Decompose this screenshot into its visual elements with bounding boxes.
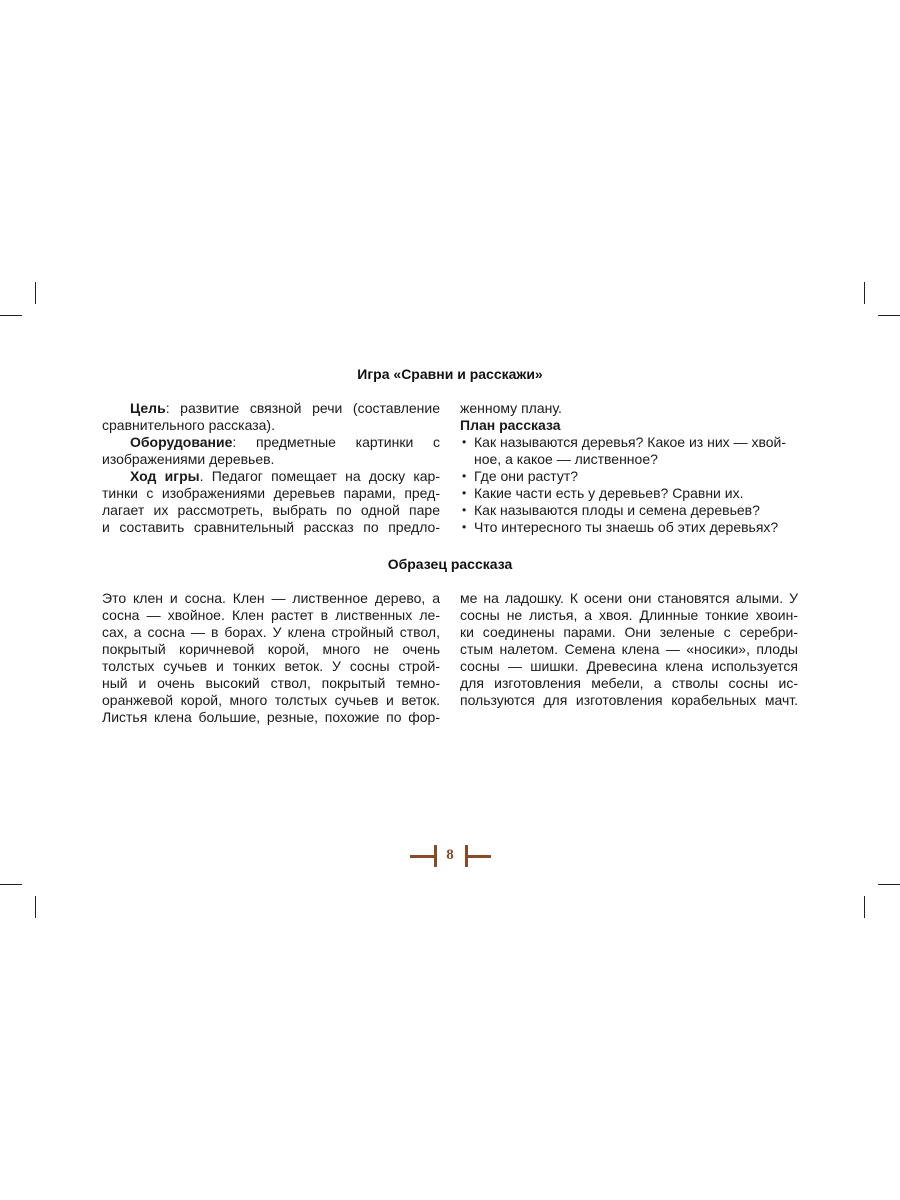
crop-mark-bottom-right-vertical <box>864 896 865 918</box>
course-text-line: тинки с изображениями деревьев парами, пред- <box>102 485 440 501</box>
page-number-left-rule <box>410 855 436 858</box>
page-number-ornament <box>0 840 900 870</box>
plan-item: • Как называются деревья? Какое из них — хвой- ное, а какое — лиственное? <box>460 434 800 468</box>
course-text-line: лагает их рассмотреть, выбрать по одной паре <box>102 502 440 518</box>
goal-text: : развитие связной речи (составление <box>165 400 440 416</box>
crop-mark-top-left-horizontal <box>0 315 22 316</box>
crop-mark-top-left-vertical <box>35 282 36 304</box>
equipment-paragraph-line <box>102 434 440 451</box>
sample-line: толстых сучьев и тонких веток. У сосны строй- <box>102 658 440 674</box>
page-number: 8 <box>446 847 454 863</box>
sample-title: Образец рассказа <box>387 556 513 572</box>
plan-item: • Где они растут? <box>460 468 800 485</box>
intro-right-column <box>460 400 800 536</box>
sample-line: пользуются для изготовления корабельных мачт. <box>460 692 798 708</box>
course-text: . Педагог помещает на доску кар- <box>199 468 440 484</box>
crop-mark-bottom-right-horizontal <box>878 884 900 885</box>
course-label: Ход игры <box>130 468 200 484</box>
page-number-right-rule <box>465 855 491 858</box>
course-paragraph-line <box>102 468 440 485</box>
equipment-text: : предметные картинки с <box>232 434 440 450</box>
course-text-line: и составить сравнительный рассказ по предло- <box>102 519 440 535</box>
crop-mark-bottom-left-vertical <box>35 896 36 918</box>
goal-paragraph-line <box>102 400 440 417</box>
sample-line: стым налетом. Семена клена — «носики», плоды <box>460 641 798 657</box>
equipment-label: Оборудование <box>130 434 233 450</box>
plan-item: • Как называются плоды и семена деревьев? <box>460 502 800 519</box>
sample-line: оранжевой корой, много толстых сучьев и веток. <box>102 692 440 708</box>
goal-text-line2: сравнительного рассказа). <box>102 417 275 433</box>
crop-mark-bottom-left-horizontal <box>0 884 22 885</box>
plan-list <box>460 434 800 536</box>
plan-title: План рассказа <box>460 417 561 433</box>
sample-line: Листья клена большие, резные, похожие по фор- <box>102 709 440 725</box>
sample-line: ный и очень высокий ствол, покрытый темно- <box>102 675 440 691</box>
sample-line: ки соединены парами. Они зеленые с серебри- <box>460 624 798 640</box>
sample-line: для изготовления мебели, а стволы сосны ис- <box>460 675 798 691</box>
game-title: Игра «Сравни и расскажи» <box>357 366 543 382</box>
sample-line: покрытый коричневой корой, много не очень <box>102 641 440 657</box>
crop-mark-top-right-vertical <box>864 282 865 304</box>
sample-line: сах, а сосна — в борах. У клена стройный ствол, <box>102 624 440 640</box>
equipment-text-line2: изображениями деревьев. <box>102 451 275 467</box>
plan-item: • Что интересного ты знаешь об этих деревьях? <box>460 519 800 536</box>
intro-left-column <box>102 400 440 536</box>
plan-item: • Какие части есть у деревьев? Сравни их. <box>460 485 800 502</box>
goal-label: Цель <box>130 400 166 416</box>
page-number-left-tick <box>434 845 437 867</box>
sample-line: Это клен и сосна. Клен — лиственное дерево, а <box>102 590 440 606</box>
crop-mark-top-right-horizontal <box>878 315 900 316</box>
course-continuation: женному плану. <box>460 400 562 416</box>
sample-line: сосна — хвойное. Клен растет в лиственных ле- <box>102 607 440 623</box>
sample-line: сосны — шишки. Древесина клена используется <box>460 658 798 674</box>
sample-line: сосны не листья, а хвоя. Длинные тонкие хвоин- <box>460 607 798 623</box>
sample-line: ме на ладошку. К осени они становятся алыми. У <box>460 590 798 606</box>
sample-left-column <box>102 590 440 726</box>
sample-right-column <box>460 590 798 709</box>
